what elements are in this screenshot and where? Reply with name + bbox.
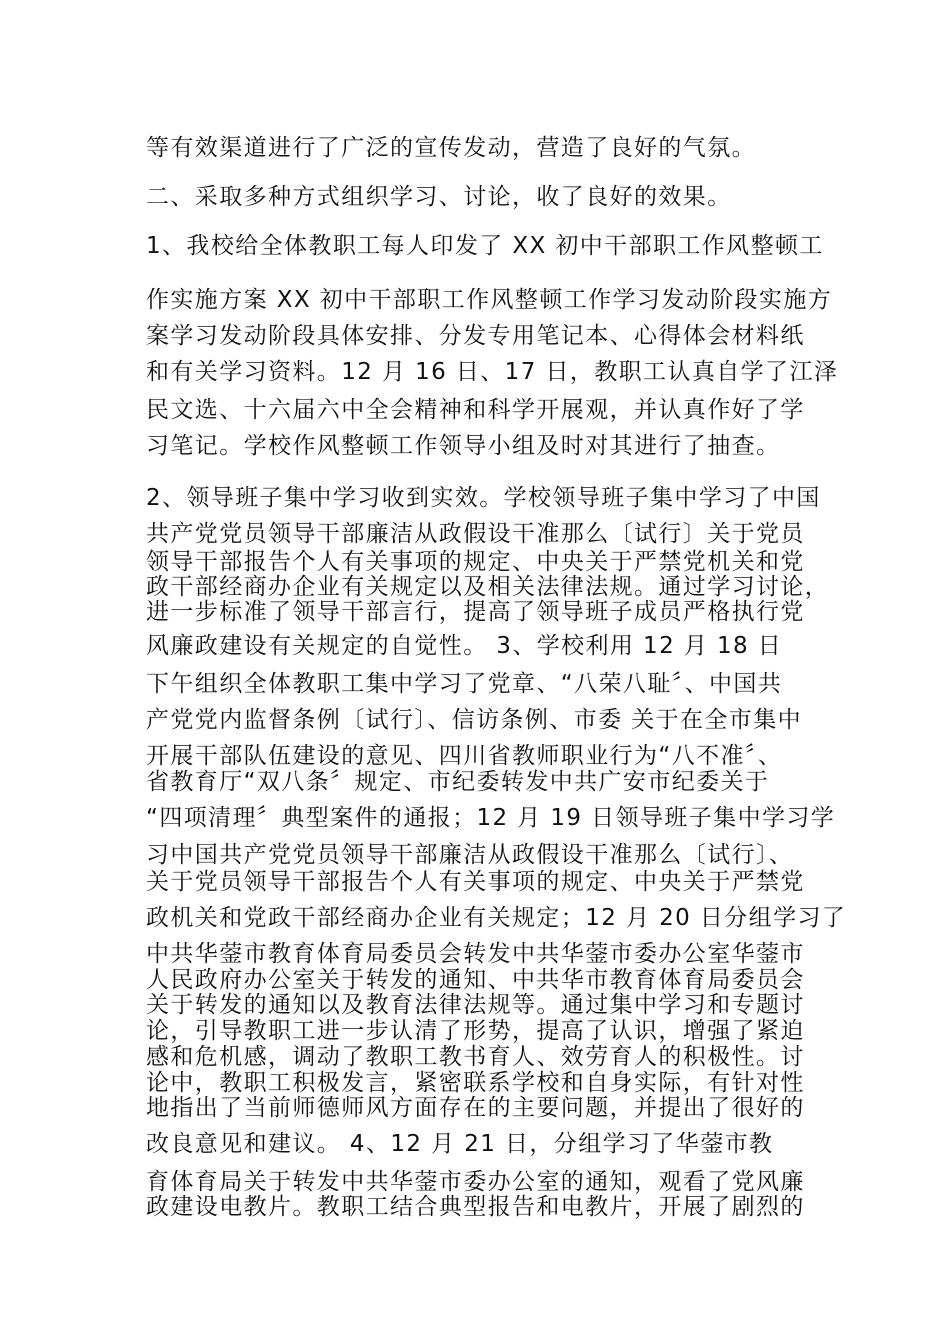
text-line: 等有效渠道进行了广泛的宣传发动，营造了良好的气氛。 <box>146 135 756 161</box>
text-line: 省教育厅“双八条〞规定、市纪委转发中共广安市纪委关于 <box>146 769 770 795</box>
text-line: 开展干部队伍建设的意见、四川省教师职业行为“八不准〞、 <box>146 743 783 769</box>
text-line: 习笔记。学校作风整顿工作领导小组及时对其进行了抽查。 <box>146 433 781 459</box>
text-line: 领导干部报告个人有关事项的规定、中央关于严禁党机关和党 <box>146 549 805 575</box>
text-line: 中共华蓥市教育体育局委员会转发中共华蓥市委办公室华蓥市 <box>146 941 805 967</box>
text-line: 进一步标准了领导干部言行，提高了领导班子成员严格执行党 <box>146 599 805 625</box>
text-line: 论，引导教职工进一步认清了形势，提高了认识，增强了紧迫 <box>146 1018 805 1044</box>
text-line: 共产党党员领导干部廉洁从政假设干准那么〔试行〕关于党员 <box>146 521 805 547</box>
text-line: 下午组织全体教职工集中学习了党章、“八荣八耻〞、中国共 <box>146 671 783 697</box>
text-line: 人民政府办公室关于转发的通知、中共华市教育体育局委员会 <box>146 967 805 993</box>
text-line: 风廉政建设有关规定的自觉性。 3、学校利用 12 月 18 日 <box>146 633 783 659</box>
text-line: 2、领导班子集中学习收到实效。学校领导班子集中学习了中国 <box>146 485 821 511</box>
text-line: 政机关和党政干部经商办企业有关规定；12 月 20 日分组学习了 <box>146 905 847 931</box>
text-line: 民文选、十六届六中全会精神和科学开展观，并认真作好了学 <box>146 397 805 423</box>
text-line: 论中，教职工积极发言，紧密联系学校和自身实际，有针对性 <box>146 1070 805 1096</box>
text-line: 政干部经商办企业有关规定以及相关法律法规。通过学习讨论， <box>146 574 830 600</box>
text-line: 习中国共产党党员领导干部廉洁从政假设干准那么〔试行〕、 <box>146 842 794 868</box>
text-line: 感和危机感，调动了教职工教书育人、效劳育人的积极性。讨 <box>146 1044 805 1070</box>
text-line: 关于转发的通知以及教育法律法规等。通过集中学习和专题讨 <box>146 992 805 1018</box>
text-line: 育体育局关于转发中共华蓥市委办公室的通知，观看了党风廉 <box>146 1169 805 1195</box>
text-line: “四项清理〞典型案件的通报；12 月 19 日领导班子集中学习学 <box>146 805 836 831</box>
text-line: 作实施方案 XX 初中干部职工作风整顿工作学习发动阶段实施方 <box>146 287 833 313</box>
text-line: 和有关学习资料。12 月 16 日、17 日，教职工认真自学了江泽 <box>146 359 839 385</box>
text-line: 案学习发动阶段具体安排、分发专用笔记本、心得体会材料纸 <box>146 323 805 349</box>
text-line: 关于党员领导干部报告个人有关事项的规定、中央关于严禁党 <box>146 869 805 895</box>
text-line: 改良意见和建议。 4、12 月 21 日，分组学习了华蓥市教 <box>146 1131 774 1157</box>
text-line: 1、我校给全体教职工每人印发了 XX 初中干部职工作风整顿工 <box>146 233 824 259</box>
section-heading: 二、采取多种方式组织学习、讨论，收了良好的效果。 <box>146 184 732 210</box>
text-line: 政建设电教片。教职工结合典型报告和电教片，开展了剧烈的 <box>146 1194 805 1220</box>
text-line: 地指出了当前师德师风方面存在的主要问题，并提出了很好的 <box>146 1095 805 1121</box>
text-line: 产党党内监督条例〔试行〕、信访条例、市委 关于在全市集中 <box>146 707 803 733</box>
